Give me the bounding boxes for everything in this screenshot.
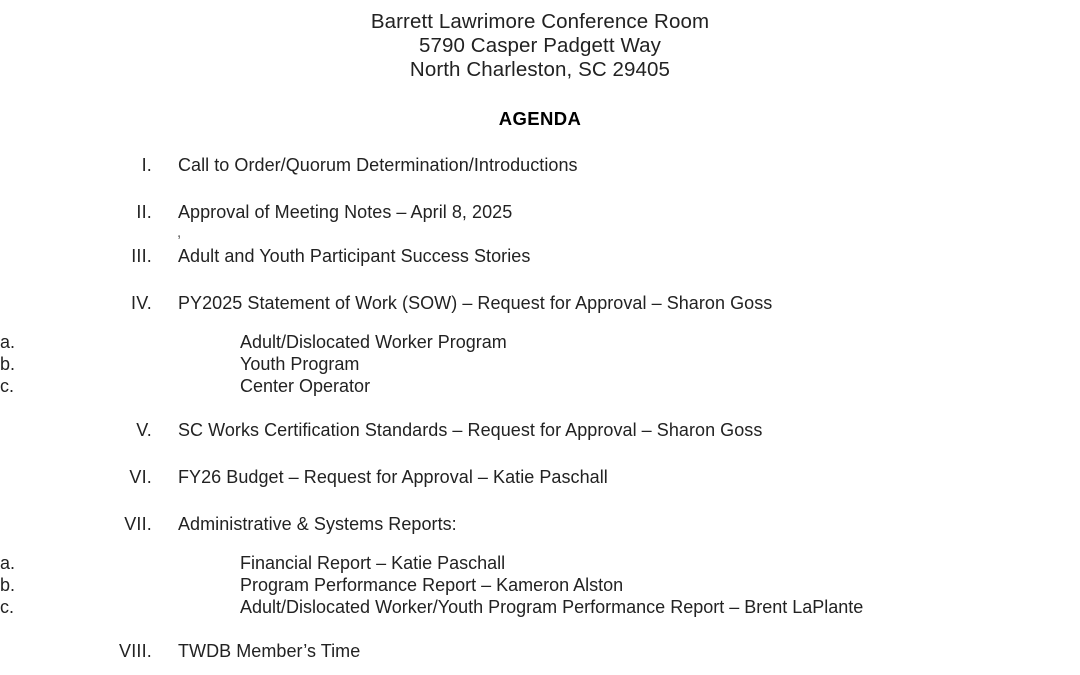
agenda-item-2 <box>0 199 1080 225</box>
agenda-subitem-letter: c. <box>0 597 15 617</box>
agenda-item-numeral: IV. <box>131 293 152 313</box>
agenda-item-numeral: III. <box>131 246 152 266</box>
agenda-item-label: Administrative & Systems Reports: <box>178 514 457 534</box>
agenda-subitem-label: Youth Program <box>240 354 360 374</box>
agenda-subitem-label: Adult/Dislocated Worker Program <box>240 332 507 352</box>
agenda-subitem <box>0 574 1080 596</box>
agenda-item-numeral: I. <box>141 155 152 175</box>
agenda-subitem-list-4 <box>0 331 1080 397</box>
header-street-address: 5790 Casper Padgett Way <box>419 34 661 57</box>
agenda-item-1 <box>0 152 1080 178</box>
agenda-item-numeral: II. <box>136 202 152 222</box>
header-venue-name: Barrett Lawrimore Conference Room <box>370 10 710 33</box>
agenda-item-8 <box>0 638 1080 664</box>
agenda-subitem-letter: b. <box>0 354 16 374</box>
agenda-subitem <box>0 552 1080 574</box>
agenda-item-5 <box>0 417 1080 443</box>
agenda-item-4 <box>0 290 1080 316</box>
agenda-subitem-letter: a. <box>0 553 16 573</box>
agenda-subitem-label: Financial Report – Katie Paschall <box>240 553 506 573</box>
agenda-item-numeral: VIII. <box>118 641 152 661</box>
agenda-item-label: Call to Order/Quorum Determination/Introductions <box>178 155 578 175</box>
agenda-item-numeral: V. <box>136 420 152 440</box>
agenda-item-label: Approval of Meeting Notes – April 8, 2025 <box>178 202 513 222</box>
agenda-item-label: SC Works Certification Standards – Request for Approval – Sharon Goss <box>178 420 763 440</box>
scan-artifact-mark: , <box>177 224 182 241</box>
agenda-item-numeral: VII. <box>124 514 152 534</box>
agenda-item-label: PY2025 Statement of Work (SOW) – Request for Approval – Sharon Goss <box>178 293 773 313</box>
agenda-subitem <box>0 375 1080 397</box>
agenda-item-7 <box>0 511 1080 537</box>
header-city-state-zip: North Charleston, SC 29405 <box>409 58 671 81</box>
agenda-item-3 <box>0 243 1080 269</box>
agenda-subitem-letter: c. <box>0 376 15 396</box>
agenda-subitem <box>0 353 1080 375</box>
agenda-subitem-letter: b. <box>0 575 16 595</box>
agenda-subitem-letter: a. <box>0 332 16 352</box>
agenda-subitem-label: Adult/Dislocated Worker/Youth Program Performance Report – Brent LaPlante <box>240 597 864 617</box>
agenda-subitem-label: Program Performance Report – Kameron Alston <box>240 575 624 595</box>
agenda-subitem-list-7 <box>0 552 1080 618</box>
agenda-item-label: TWDB Member’s Time <box>178 641 361 661</box>
page-title: AGENDA <box>498 108 582 129</box>
agenda-item-numeral: VI. <box>129 467 152 487</box>
agenda-subitem <box>0 331 1080 353</box>
agenda-item-6 <box>0 464 1080 490</box>
agenda-subitem <box>0 596 1080 618</box>
agenda-item-label: Adult and Youth Participant Success Stories <box>178 246 531 266</box>
document-header <box>0 10 1080 82</box>
agenda-item-label: FY26 Budget – Request for Approval – Katie Paschall <box>178 467 608 487</box>
agenda-subitem-label: Center Operator <box>240 376 371 396</box>
agenda-item-list <box>0 152 1080 675</box>
